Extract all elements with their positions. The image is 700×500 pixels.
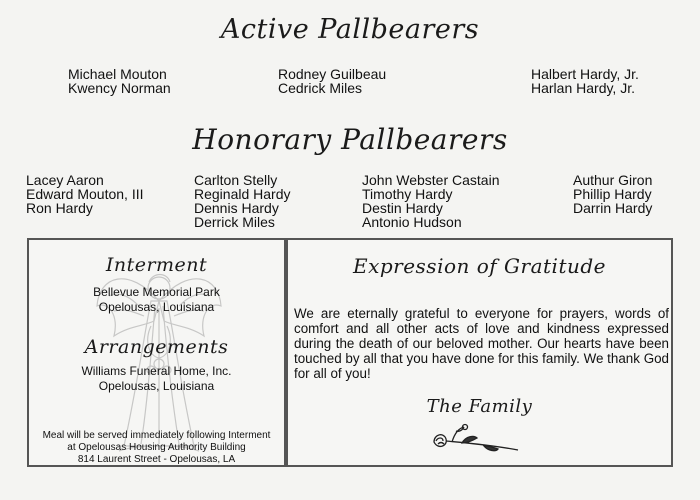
pallbearer-name: Phillip Hardy: [573, 186, 652, 202]
pallbearer-name: Timothy Hardy: [362, 186, 453, 202]
arrangements-funeral-home: Williams Funeral Home, Inc.: [81, 364, 232, 378]
honorary-column-4: [573, 173, 652, 215]
meal-notice-line-3: 814 Laurent Street - Opelousas, LA: [77, 454, 236, 465]
active-column-2: [278, 67, 386, 95]
pallbearer-name: Michael Mouton: [68, 66, 167, 82]
honorary-pallbearers-title: Honorary Pallbearers: [192, 123, 508, 156]
pallbearer-name: Carlton Stelly: [194, 172, 278, 188]
honorary-column-3: [362, 173, 499, 229]
pallbearer-name: Derrick Miles: [194, 214, 275, 230]
active-column-1: [68, 67, 171, 95]
pallbearer-name: Authur Giron: [573, 172, 653, 188]
pallbearer-name: Halbert Hardy, Jr.: [531, 66, 639, 82]
pallbearer-name: Lacey Aaron: [26, 172, 104, 188]
pallbearer-name: Darrin Hardy: [573, 200, 653, 216]
pallbearer-name: Cedrick Miles: [278, 80, 363, 96]
gratitude-box: [286, 238, 673, 467]
pallbearer-name: Destin Hardy: [362, 200, 443, 216]
interment-arrangements-box: [27, 238, 286, 467]
pallbearer-name: Edward Mouton, III: [26, 186, 144, 202]
pallbearer-name: Reginald Hardy: [194, 186, 291, 202]
pallbearer-name: John Webster Castain: [362, 172, 500, 188]
meal-notice-line-1: Meal will be served immediately following Interment: [42, 430, 271, 441]
interment-place: Bellevue Memorial Park: [93, 285, 220, 299]
rose-icon: [422, 422, 522, 458]
interment-heading: Interment: [105, 254, 208, 276]
pallbearer-name: Rodney Guilbeau: [278, 66, 387, 82]
active-pallbearers-title: Active Pallbearers: [220, 14, 480, 45]
gratitude-message: We are eternally grateful to everyone for prayers, words of comfort and all other acts of love and kindness expressed during the death of our beloved mother. Our hearts have been touched by all that you have done for this family. We thank God for all of you!: [294, 306, 669, 381]
meal-notice-line-2: at Opelousas Housing Authority Building: [67, 442, 246, 453]
pallbearer-name: Kwency Norman: [68, 80, 171, 96]
family-signature: The Family: [426, 396, 533, 417]
pallbearer-name: Harlan Hardy, Jr.: [531, 80, 635, 96]
arrangements-heading: Arrangements: [84, 336, 229, 358]
pallbearer-name: Antonio Hudson: [362, 214, 462, 230]
pallbearer-name: Ron Hardy: [26, 200, 93, 216]
interment-city: Opelousas, Louisiana: [98, 300, 215, 314]
gratitude-heading: Expression of Gratitude: [352, 254, 607, 278]
arrangements-city: Opelousas, Louisiana: [98, 379, 215, 393]
honorary-column-2: [194, 173, 291, 229]
pallbearer-name: Dennis Hardy: [194, 200, 279, 216]
honorary-column-1: [26, 173, 144, 215]
active-column-3: [531, 67, 639, 95]
